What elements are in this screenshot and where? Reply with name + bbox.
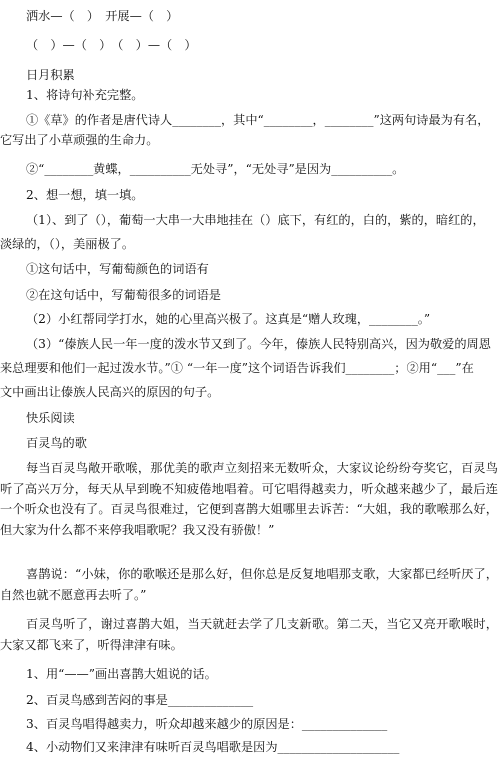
story-paragraph-2: 喜鹊说：“小妹，你的歌喉还是那么好，但你总是反复地唱那支歌，大家都已经听厌了，自然也就不愿意再去听了。” (0, 567, 498, 602)
question-1-item-2: ②“________黄蝶，__________无处寻”，“无处寻”是因为__________。 (26, 162, 405, 176)
word-pairs-line-1: 洒水—（ ） 开展—（ ） (26, 9, 179, 23)
section-heading-reading: 快乐阅读 (26, 411, 75, 425)
question-2-part-2: （2）小红帮同学打水，她的心里高兴极了。这真是“赠人玫瑰，________。” (26, 312, 431, 326)
question-2-part-1-line-a: （1）、到了（），葡萄一大串一大串地挂在（）底下，有红的，白的，紫的，暗红的， (26, 213, 485, 227)
question-1-title: 1、将诗句补充完整。 (26, 88, 144, 102)
question-2-sub-1: ①这句话中，写葡萄颜色的词语有 (26, 262, 209, 276)
question-1-item-1-line-a: ①《草》的作者是唐代诗人________，其中“________，________”这两句诗最为有名， (26, 113, 490, 127)
question-2-part-3-line-b: 来总理要和他们一起过泼水节。”① “一年一度”这个词语告诉我们________；②用“___”在 (0, 361, 474, 375)
story-paragraph-3: 百灵鸟听了，谢过喜鹊大姐，当天就赶去学了几支新歌。第二天，当它又亮开歌喉时，大家又都飞来了，听得津津有味。 (0, 617, 498, 652)
story-paragraph-1: 每当百灵鸟敞开歌喉，那优美的歌声立刻招来无数听众，大家议论纷纷夸奖它，百灵鸟听了高兴万分，每天从早到晚不知疲倦地唱着。可它唱得越卖力，听众越来越少了，最后连一个听众也没有了。百灵鸟很难过，它便到喜鹊大姐哪里去诉苦：“大姐，我的歌喉那么好，但大家为什么都不来停我唱歌呢？我又没有骄傲！” (0, 461, 498, 537)
question-2-part-3-line-a: （3）“傣族人民一年一度的泼水节又到了。今年，傣族人民特别高兴，因为敬爱的周恩 (26, 337, 491, 351)
story-title: 百灵鸟的歌 (26, 436, 87, 450)
question-2-part-3-line-c: 文中画出让傣族人民高兴的原因的句子。 (0, 385, 220, 399)
question-2-part-1-line-b: 淡绿的，（），美丽极了。 (0, 237, 135, 251)
question-1-item-1-line-b: 它写出了小草顽强的生命力。 (0, 133, 159, 147)
reading-question-3: 3、百灵鸟唱得越卖力，听众却越来越少的原因是：______________ (26, 717, 388, 731)
word-pairs-line-2: （ ）—（ ） （ ）—（ ） (26, 38, 197, 52)
reading-question-1: 1、用“——”画出喜鹊大姐说的话。 (26, 667, 217, 681)
reading-question-4: 4、小动物们又来津津有味听百灵鸟唱歌是因为____________________ (26, 740, 400, 754)
section-heading-accumulation: 日月积累 (26, 68, 75, 82)
question-2-sub-2: ②在这句话中，写葡萄很多的词语是 (26, 288, 221, 302)
reading-question-2: 2、百灵鸟感到苦闷的事是______________ (26, 693, 254, 707)
question-2-title: 2、想一想，填一填。 (26, 188, 144, 202)
